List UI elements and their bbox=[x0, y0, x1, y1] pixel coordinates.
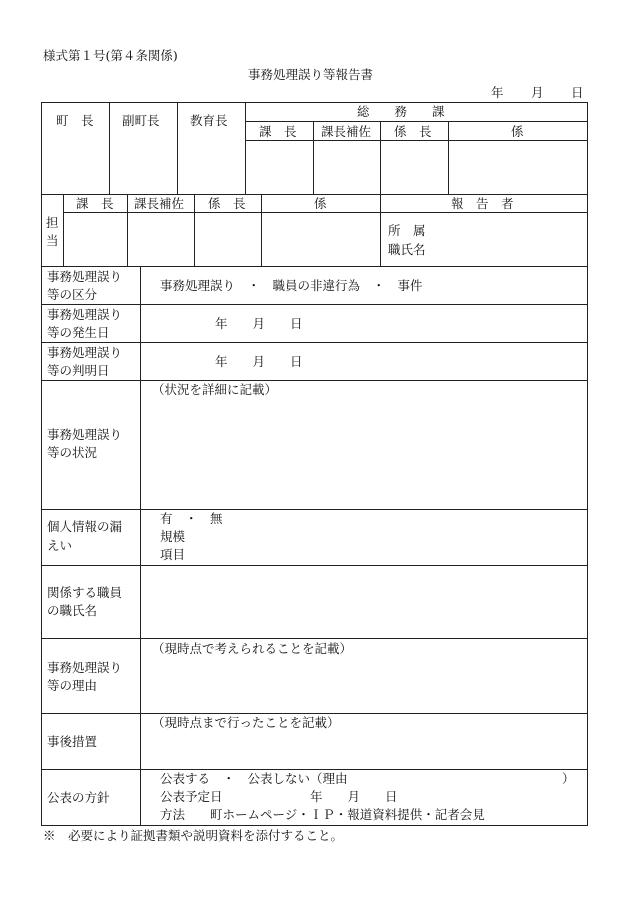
policy-method: 方法 町ホームページ・ＩＰ・報道資料提供・記者会見 bbox=[160, 807, 485, 822]
reason-note: （現時点で考えられることを記載） bbox=[152, 641, 353, 656]
label-soumu-kakaricho: 係 長 bbox=[394, 124, 432, 139]
label-tanto: 担 bbox=[46, 215, 59, 230]
label-name-title: 職氏名 bbox=[388, 242, 426, 257]
label-deputy-mayor: 副町長 bbox=[122, 113, 160, 128]
policy-date: 年 月 日 bbox=[310, 789, 398, 804]
label-staff-2: の職氏名 bbox=[47, 603, 98, 618]
policy-date-label: 公表予定日 bbox=[160, 789, 223, 804]
leak-scale: 規模 bbox=[160, 529, 186, 544]
measures-note: （現時点まで行ったことを記載） bbox=[152, 715, 340, 730]
occurred-date: 年 月 日 bbox=[215, 316, 303, 331]
label-reason-2: 等の理由 bbox=[47, 678, 98, 693]
category-options: 事務処理誤り ・ 職員の非違行為 ・ 事件 bbox=[160, 278, 423, 293]
label-reporter: 報 告 者 bbox=[451, 196, 514, 211]
label-reason: 事務処理誤り bbox=[47, 660, 123, 675]
label-affiliation: 所 属 bbox=[388, 223, 426, 238]
label-policy: 公表の方針 bbox=[47, 790, 110, 805]
leak-yes-no: 有 ・ 無 bbox=[160, 511, 223, 526]
label-superintendent: 教育長 bbox=[190, 113, 228, 128]
label-tanto-kakaricho: 係 長 bbox=[208, 196, 246, 211]
label-situation-2: 等の状況 bbox=[47, 445, 98, 460]
document-title: 事務処理誤り等報告書 bbox=[248, 67, 374, 82]
label-occurred: 事務処理誤り bbox=[47, 307, 123, 322]
label-staff: 関係する職員 bbox=[47, 585, 123, 600]
label-tanto-kakari: 係 bbox=[314, 196, 327, 211]
label-situation: 事務処理誤り bbox=[47, 427, 123, 442]
label-leak-2: えい bbox=[47, 538, 73, 553]
discovered-date: 年 月 日 bbox=[215, 354, 303, 369]
label-leak: 個人情報の漏 bbox=[47, 519, 123, 534]
date-month: 月 bbox=[531, 85, 544, 100]
label-mayor: 町 長 bbox=[56, 113, 94, 128]
label-category: 事務処理誤り bbox=[47, 269, 123, 284]
date-year: 年 bbox=[491, 85, 504, 100]
label-discovered: 事務処理誤り bbox=[47, 345, 123, 360]
label-measures: 事後措置 bbox=[47, 734, 98, 749]
label-occurred-2: 等の発生日 bbox=[47, 325, 110, 340]
label-tanto-kacho: 課 長 bbox=[76, 196, 114, 211]
label-soumu-kacho: 課 長 bbox=[259, 124, 297, 139]
label-soumu-kachohosa: 課長補佐 bbox=[321, 124, 372, 139]
label-discovered-2: 等の判明日 bbox=[47, 363, 110, 378]
situation-note: （状況を詳細に記載） bbox=[152, 382, 278, 397]
date-day: 日 bbox=[571, 85, 584, 100]
leak-items: 項目 bbox=[160, 547, 186, 562]
policy-publish-close: ） bbox=[562, 771, 575, 786]
form-number: 様式第１号(第４条関係) bbox=[43, 48, 178, 63]
label-category-2: 等の区分 bbox=[47, 287, 98, 302]
label-tanto-2: 当 bbox=[46, 233, 59, 248]
policy-publish: 公表する ・ 公表しない（理由 bbox=[160, 771, 348, 786]
label-tanto-kachohosa: 課長補佐 bbox=[134, 196, 185, 211]
label-soumu-kakari: 係 bbox=[511, 124, 524, 139]
label-soumu-ka: 総 務 課 bbox=[357, 104, 445, 119]
footnote: ※ 必要により証拠書類や説明資料を添付すること。 bbox=[43, 828, 344, 843]
